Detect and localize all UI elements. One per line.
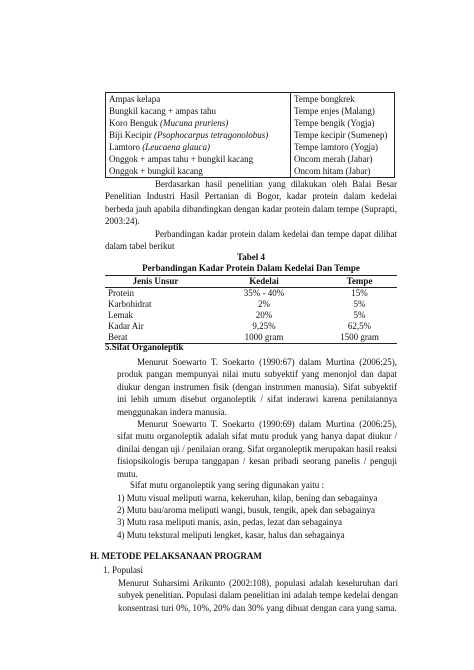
raw-material-cell [106,93,291,106]
paragraph-organoleptik-2: Menurut Soewarto T. Soekarto (1990:69) dalam Murtina (2006:25), sifat mutu organoleptik adalah sifat mutu produk yang hanya dapat diukur / dinilai dengan uji / penilaian orang. Sifat organoleptik merupakan hasil reaksi fisiopsikologis berupa tanggapan / kesan pribadi seorang panelis / penguji mutu. [117,419,398,479]
unsur-cell: Lemak [108,310,133,320]
table-row [106,141,395,153]
subsection-populasi-heading: 1. Populasi [103,565,144,575]
unsur-cell: Protein [108,288,134,298]
paragraph-comparison-intro: Perbandingan kadar protein dalam kedelai dan tempe dapat dilihat dalam tabel berikut [105,229,397,252]
product-name-cell: Tempe lamtoro (Yogja) [294,142,378,152]
tempe-cell: 15% [351,288,368,298]
header-tempe: Tempe [322,276,397,288]
section-h-heading: H. METODE PELAKSANAAN PROGRAM [90,551,262,561]
table-row [106,117,395,129]
kedelai-cell: 35% - 40% [243,288,285,298]
raw-material-text: Ampas kelapa [109,94,161,104]
raw-material-text: Lamtoro [109,142,143,152]
kedelai-cell: 20% [255,310,273,320]
table-row [106,93,395,106]
scientific-name: (Psophocarpus tetragonolobus) [154,130,269,140]
table4-number: Tabel 4 [237,252,265,262]
paragraph-protein-research: Berdasarkan hasil penelitian yang dilakukan oleh Balai Besar Penelitian Industri Hasil Pertanian di Bogor, kadar protein dalam kedelai berbeda jauh apabila dibandingkan dengan kadar protein dalam tempe (Suprapti, 2003:24). [105,179,397,227]
table-row [105,321,397,332]
table-row [106,129,395,141]
raw-material-text: Koro Benguk [109,118,160,128]
unsur-cell: Karbohidrat [108,299,152,309]
table-row [105,288,397,300]
product-name-cell: Tempe kecipir (Sumenep) [294,130,388,140]
table-row [105,299,397,310]
raw-material-text: Onggok + bungkil kacang [109,166,203,176]
raw-material-cell [106,117,291,129]
list-item: 2) Mutu bau/aroma meliputi wangi, busuk, tengik, apek dan sebagainya [117,505,375,516]
tempe-cell: 5% [353,299,366,309]
unsur-cell: Kadar Air [108,321,144,331]
table-header-row [105,276,397,288]
table4-title: Perbandingan Kadar Protein Dalam Kedelai Dan Tempe [142,263,360,273]
paragraph-populasi: Menurut Suharsimi Arikunto (2002:108), populasi adalah keseluruhan dari subyek penelitian. Populasi dalam penelitian ini adalah tempe kedelai dengan konsentrasi turi 0%, 10%, 20% dan 30% yang dibuat dengan cara yang sama. [118,578,398,613]
unsur-cell: Berat [108,332,128,342]
table-row [105,310,397,321]
kedelai-cell: 9,25% [252,321,276,331]
tempe-cell: 62,5% [347,321,372,331]
product-name-cell: Oncom hitam (Jabar) [294,166,371,176]
scientific-name: (Leucaena glauca) [142,142,210,152]
product-name-cell: Oncom merah (Jabar) [294,154,373,164]
raw-material-cell [106,141,291,153]
product-name-cell: Tempe bongkrek [294,94,355,104]
list-item: 1) Mutu visual meliputi warna, kekeruhan, kilap, bening dan sebagainya [117,493,378,503]
table-row [106,165,395,178]
organoleptik-list [117,492,399,541]
tempe-cell: 1500 gram [340,332,379,342]
tempe-types-table [105,92,395,178]
raw-material-text: Biji Kecipir [109,130,154,140]
raw-material-text: Bungkil kacang + ampas tahu [109,106,217,116]
table-row [106,105,395,117]
kedelai-cell: 2% [258,299,270,309]
paragraph-organoleptik-1: Menurut Soewarto T. Soekarto (1990:67) dalam Murtina (2006:25), produk pangan mempunyai nilai mutu subyektif yang menonjol dan dapat diukur dengan instrumen fisik (dengan instrumen manusia). Sifat subyektif ini lebih umum disebut organoleptik / sifat inderawi karena penilaiannya menggunakan indera manusia. [117,357,397,417]
paragraph-organoleptik-list-intro: Sifat mutu organoleptik yang sering digunakan yaitu : [130,480,325,490]
raw-material-cell [106,153,291,165]
header-kedelai: Kedelai [206,276,322,288]
header-jenis-unsur: Jenis Unsur [105,276,206,288]
kedelai-cell: 1000 gram [244,332,284,342]
product-name-cell: Tempe enjes (Malang) [294,106,375,116]
table-row [106,153,395,165]
scientific-name: (Mucuna pruriens) [160,118,229,128]
list-item: 3) Mutu rasa meliputi manis, asin, pedas, lezat dan sebagainya [117,517,342,528]
section-5-heading: 5.Sifat Organoleptik [105,342,184,352]
raw-material-text: Onggok + ampas tahu + bungkil kacang [109,154,254,164]
raw-material-cell [106,165,291,178]
raw-material-cell [106,129,291,141]
protein-comparison-table [105,275,397,344]
list-item: 4) Mutu tekstural meliputi lengket, kasar, halus dan sebagainya [117,529,345,540]
tempe-cell: 5% [353,310,366,320]
product-name-cell: Tempe bengik (Yogja) [294,118,375,128]
raw-material-cell [106,105,291,117]
